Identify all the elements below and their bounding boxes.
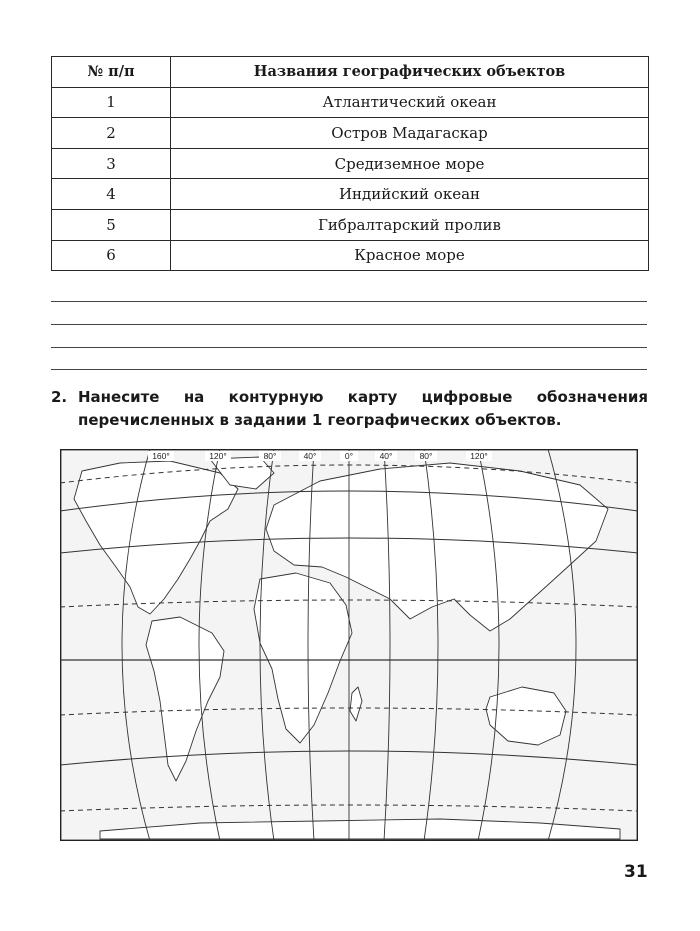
header-number: № п/п: [52, 57, 171, 88]
top-lon-label: 40°: [379, 451, 393, 461]
task-text: Нанесите на контурную карту цифровые обозначения перечисленных в задании 1 географических объектов.: [78, 388, 648, 429]
row-object-name: Гибралтарский пролив: [171, 209, 649, 240]
row-number: 4: [52, 179, 171, 210]
table-header-row: [52, 57, 649, 88]
task-number: 2.: [51, 388, 68, 406]
answer-line: [51, 347, 647, 348]
top-lon-label: 40°: [303, 451, 317, 461]
answer-line: [51, 324, 647, 325]
top-lon-label: 0°: [344, 451, 354, 461]
top-lon-label: 120°: [470, 451, 488, 461]
table-row: [52, 240, 649, 271]
row-object-name: Атлантический океан: [171, 87, 649, 118]
table-row: [52, 209, 649, 240]
row-number: 3: [52, 148, 171, 179]
top-lon-label: 80°: [419, 451, 433, 461]
contour-world-map: [60, 449, 638, 841]
top-lon-label: 160°: [152, 451, 170, 461]
top-lon-label: 80°: [263, 451, 277, 461]
page-number: 31: [624, 862, 648, 882]
row-number: 6: [52, 240, 171, 271]
row-object-name: Средиземное море: [171, 148, 649, 179]
top-lon-label: 120°: [209, 451, 227, 461]
table-row: [52, 148, 649, 179]
row-number: 2: [52, 118, 171, 149]
header-object-name: Названия географических объектов: [171, 57, 649, 88]
table-row: [52, 179, 649, 210]
row-object-name: Красное море: [171, 240, 649, 271]
answer-line: [51, 369, 647, 370]
table-row: [52, 118, 649, 149]
row-number: 5: [52, 209, 171, 240]
table-row: [52, 87, 649, 118]
row-object-name: Индийский океан: [171, 179, 649, 210]
geo-objects-table: [51, 56, 649, 271]
row-object-name: Остров Мадагаскар: [171, 118, 649, 149]
answer-line: [51, 301, 647, 302]
row-number: 1: [52, 87, 171, 118]
